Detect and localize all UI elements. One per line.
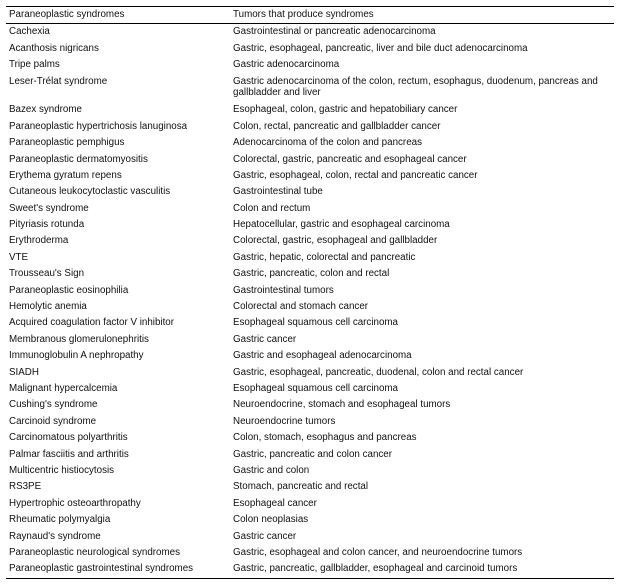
tumor-cell: Colorectal and stomach cancer: [233, 301, 369, 313]
tumor-cell: Gastric, esophageal, pancreatic, liver and bile duct adenocarcinoma: [233, 42, 528, 54]
tumor-cell: Gastrointestinal tube: [233, 186, 323, 198]
syndrome-cell: Hypertrophic osteoarthropathy: [9, 497, 141, 509]
tumor-cell: Neuroendocrine, stomach and esophageal tumors: [233, 399, 451, 411]
table-row: [6, 41, 614, 57]
table-header-row: [6, 7, 614, 24]
syndrome-cell: Cutaneous leukocytoclastic vasculitis: [9, 186, 171, 198]
tumor-cell: Gastric, pancreatic, gallbladder, esophageal and carcinoid tumors: [233, 563, 518, 575]
tumor-cell: Esophageal, colon, gastric and hepatobiliary cancer: [233, 104, 458, 116]
table-row: [6, 545, 614, 561]
syndrome-cell: SIADH: [9, 366, 39, 378]
syndrome-cell: Acanthosis nigricans: [9, 42, 99, 54]
syndrome-cell: Paraneoplastic dermatomyositis: [9, 153, 148, 165]
tumor-cell: Gastric adenocarcinoma: [233, 59, 340, 71]
tumor-cell: Gastrointestinal tumors: [233, 284, 334, 296]
tumor-cell: Gastric, pancreatic and colon cancer: [233, 448, 393, 460]
syndrome-cell: Membranous glomerulonephritis: [9, 333, 149, 345]
table-row: [6, 381, 614, 397]
tumor-cell: Gastric, hepatic, colorectal and pancreatic: [233, 251, 416, 263]
table-row: [6, 135, 614, 151]
syndrome-cell: Erythema gyratum repens: [9, 169, 122, 181]
tumor-cell: Colon, stomach, esophagus and pancreas: [233, 432, 417, 444]
syndromes-table: [6, 6, 614, 579]
syndrome-cell: Malignant hypercalcemia: [9, 383, 118, 394]
syndrome-cell: Hemolytic anemia: [9, 301, 87, 313]
header-syndromes: Paraneoplastic syndromes: [9, 9, 125, 20]
syndrome-cell: Paraneoplastic neurological syndromes: [9, 546, 180, 558]
syndrome-cell: Paraneoplastic hypertrichosis lanuginosa: [9, 120, 188, 132]
syndrome-cell: Tripe palms: [9, 59, 60, 71]
table-row: [6, 365, 614, 381]
tumor-cell: Colorectal, gastric, esophageal and gallbladder: [233, 235, 438, 247]
syndrome-cell: Rheumatic polymyalgia: [9, 514, 111, 526]
table-row: [6, 315, 614, 331]
syndrome-cell: Multicentric histiocytosis: [9, 464, 115, 476]
tumor-cell: Adenocarcinoma of the colon and pancreas: [233, 137, 422, 149]
tumor-cell: Colorectal, gastric, pancreatic and esophageal cancer: [233, 153, 467, 165]
tumor-cell: Colon and rectum: [233, 202, 311, 214]
tumor-cell: Colon, rectal, pancreatic and gallbladder cancer: [233, 120, 441, 132]
table-row: [6, 332, 614, 348]
syndrome-cell: Raynaud's syndrome: [9, 530, 101, 542]
tumor-cell: Colon neoplasias: [233, 514, 309, 526]
tumor-cell: Gastric and esophageal adenocarcinoma: [233, 350, 412, 362]
table-row: [6, 283, 614, 299]
tumor-cell: Gastric, esophageal, pancreatic, duodenal, colon and rectal cancer: [233, 366, 524, 378]
syndrome-cell: Paraneoplastic gastrointestinal syndromes: [9, 563, 194, 575]
syndrome-cell: RS3PE: [9, 481, 42, 493]
syndrome-cell: Sweet's syndrome: [9, 202, 89, 214]
table-row: [6, 168, 614, 184]
table-row: [6, 233, 614, 249]
tumor-cell: Gastric, pancreatic, colon and rectal: [233, 268, 390, 280]
syndrome-cell: Paraneoplastic eosinophilia: [9, 284, 129, 296]
table-row: [6, 250, 614, 266]
tumor-cell: Esophageal squamous cell carcinoma: [233, 383, 399, 394]
tumor-cell: Gastric adenocarcinoma of the colon, rectum, esophagus, duodenum, pancreas and gallbladder and liver: [233, 75, 598, 99]
syndrome-cell: Cushing's syndrome: [9, 399, 98, 411]
tumor-cell: Gastric cancer: [233, 530, 297, 542]
table-row: [6, 119, 614, 135]
tumor-cell: Gastric and colon: [233, 464, 310, 476]
syndrome-cell: Pityriasis rotunda: [9, 219, 85, 231]
tumor-cell: Gastric cancer: [233, 333, 297, 345]
syndrome-cell: Erythroderma: [9, 235, 69, 247]
tumor-cell: Neuroendocrine tumors: [233, 415, 336, 427]
syndrome-cell: VTE: [9, 251, 29, 263]
table-row: [6, 24, 614, 40]
table-row: [6, 184, 614, 200]
table-row: [6, 430, 614, 446]
syndrome-cell: Trousseau's Sign: [9, 268, 85, 280]
table-row: [6, 201, 614, 217]
table-row: [6, 479, 614, 495]
syndrome-cell: Leser-Trélat syndrome: [9, 75, 108, 87]
table-row: [6, 397, 614, 413]
table-row: [6, 463, 614, 479]
table-row: [6, 348, 614, 364]
table-row: [6, 217, 614, 233]
table-row: [6, 266, 614, 282]
tumor-cell: Esophageal cancer: [233, 497, 317, 509]
tumor-cell: Gastric, esophageal, colon, rectal and pancreatic cancer: [233, 169, 478, 181]
table-row: [6, 496, 614, 512]
tumor-cell: Gastric, esophageal and colon cancer, and neuroendocrine tumors: [233, 546, 523, 558]
tumor-cell: Hepatocellular, gastric and esophageal carcinoma: [233, 219, 450, 231]
table-row: [6, 102, 614, 118]
table-row: [6, 512, 614, 528]
table-row: [6, 74, 614, 103]
syndrome-cell: Carcinoid syndrome: [9, 415, 97, 427]
tumor-cell: Stomach, pancreatic and rectal: [233, 481, 369, 493]
syndrome-cell: Cachexia: [9, 26, 50, 38]
table-row: [6, 414, 614, 430]
syndrome-cell: Carcinomatous polyarthritis: [9, 432, 128, 444]
table-row: [6, 447, 614, 463]
syndrome-cell: Acquired coagulation factor V inhibitor: [9, 317, 175, 329]
table-row: [6, 152, 614, 168]
syndrome-cell: Immunoglobulin A nephropathy: [9, 350, 144, 362]
table-row: [6, 529, 614, 545]
table-row: [6, 561, 614, 577]
header-tumors: Tumors that produce syndromes: [233, 9, 374, 20]
tumor-cell: Gastrointestinal or pancreatic adenocarcinoma: [233, 26, 436, 38]
table-row: [6, 57, 614, 73]
tumor-cell: Esophageal squamous cell carcinoma: [233, 317, 399, 329]
table-row: [6, 299, 614, 315]
syndrome-cell: Bazex syndrome: [9, 104, 82, 116]
syndrome-cell: Palmar fasciitis and arthritis: [9, 448, 129, 460]
syndrome-cell: Paraneoplastic pemphigus: [9, 137, 125, 149]
table-body: [6, 24, 614, 577]
